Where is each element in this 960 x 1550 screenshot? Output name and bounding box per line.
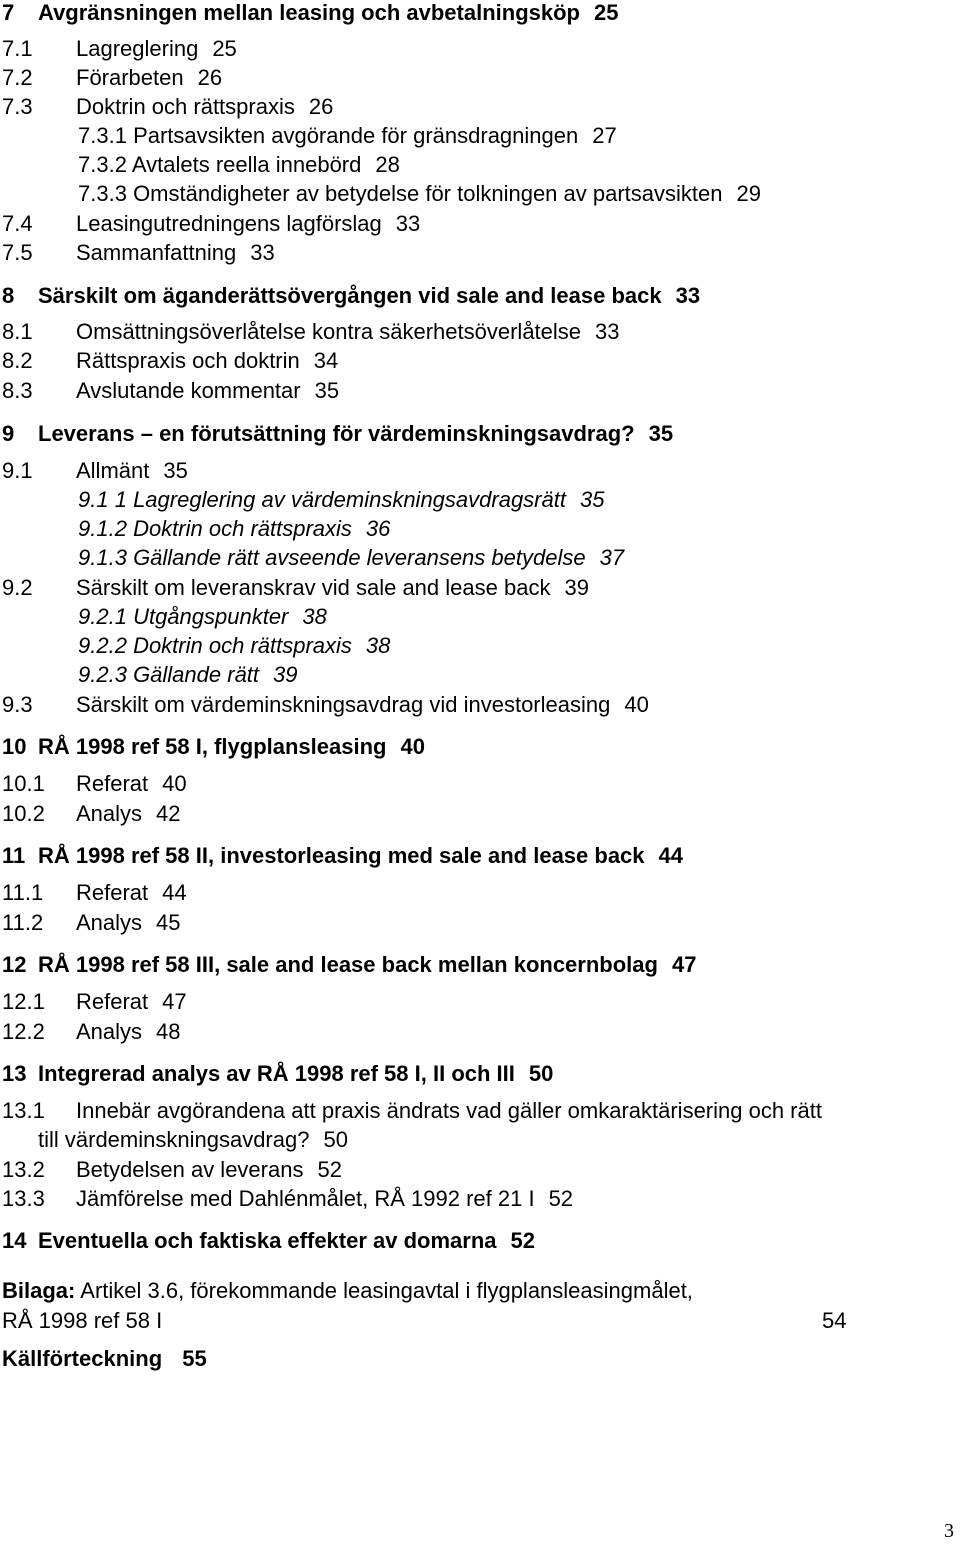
toc-number: 7.3 [2, 94, 33, 119]
toc-number: 11.1 [2, 880, 44, 905]
toc-page: 39 [273, 662, 298, 687]
toc-entry [78, 664, 298, 686]
toc-title: Leverans – en förutsättning för värdeminskningsavdrag? [38, 421, 635, 446]
toc-page: 35 [648, 421, 674, 446]
toc-page: 26 [308, 94, 334, 119]
toc-entry [2, 736, 425, 758]
toc-title: Allmänt [76, 458, 150, 483]
toc-title: Omsättningsöverlåtelse kontra säkerhetsöverlåtelse [76, 319, 582, 344]
toc-entry [2, 285, 700, 307]
toc-entry [2, 350, 338, 372]
toc-entry [38, 1129, 348, 1151]
toc-title: Doktrin och rättspraxis [76, 94, 295, 119]
toc-page: 35 [579, 487, 605, 512]
toc-number: 9.1 [2, 458, 33, 483]
toc-number: 13 [2, 1061, 27, 1086]
toc-title: till värdeminskningsavdrag? [38, 1127, 310, 1152]
toc-entry [78, 547, 624, 569]
toc-page: 38 [365, 633, 391, 658]
toc-page: 44 [162, 880, 187, 905]
toc-title: Eventuella och faktiska effekter av domarna [38, 1228, 497, 1253]
toc-number: 9 [2, 421, 15, 446]
toc-entry [78, 125, 617, 147]
toc-title: Gällande rätt avseende leveransens betydelse [133, 545, 586, 570]
toc-entry [2, 1188, 573, 1210]
toc-title: Doktrin och rättspraxis [133, 516, 352, 541]
toc-entry [2, 845, 683, 867]
toc-number: 10 [2, 734, 27, 759]
appendix-line-2 [2, 1310, 162, 1332]
toc-number: 9.1 1 [78, 487, 127, 512]
toc-entry [2, 423, 673, 445]
toc-entry [2, 380, 339, 402]
toc-page: 25 [593, 0, 619, 25]
toc-entry [2, 577, 589, 599]
toc-page: 37 [599, 545, 625, 570]
toc-entry [2, 912, 181, 934]
toc-page: 42 [156, 801, 181, 826]
toc-page: 50 [323, 1127, 348, 1152]
toc-title: Analys [76, 801, 143, 826]
toc-entry [2, 96, 333, 118]
appendix-title: Artikel 3.6, förekommande leasingavtal i flygplansleasingmålet, [80, 1278, 693, 1303]
toc-number: 7.3.3 [78, 181, 127, 206]
toc-number: 7.1 [2, 36, 33, 61]
toc-entry [2, 1021, 181, 1043]
toc-title: Utgångspunkter [133, 604, 289, 629]
toc-entry [2, 1230, 535, 1252]
toc-title: Jämförelse med Dahlénmålet, RÅ 1992 ref 21 I [76, 1186, 535, 1211]
toc-title: Särskilt om äganderättsövergången vid sale and lease back [38, 283, 662, 308]
toc-title: RÅ 1998 ref 58 III, sale and lease back mellan koncernbolag [38, 952, 658, 977]
toc-entry [78, 154, 400, 176]
toc-page: 40 [624, 692, 649, 717]
toc-page: 38 [302, 604, 327, 629]
toc-title: Särskilt om leveranskrav vid sale and lease back [76, 575, 551, 600]
toc-number: 9.1.2 [78, 516, 127, 541]
toc-title: Rättspraxis och doktrin [76, 348, 300, 373]
toc-page: 52 [317, 1157, 342, 1182]
toc-title: Förarbeten [76, 65, 184, 90]
appendix-title-cont: RÅ 1998 ref 58 I [2, 1308, 163, 1333]
toc-page: 33 [250, 240, 275, 265]
toc-entry [78, 489, 604, 511]
toc-page: 47 [162, 989, 187, 1014]
toc-title: Partsavsikten avgörande för gränsdragningen [133, 123, 579, 148]
toc-entry [2, 1063, 553, 1085]
toc-entry [2, 803, 181, 825]
toc-title: RÅ 1998 ref 58 I, flygplansleasing [38, 734, 387, 759]
toc-page: 29 [736, 181, 761, 206]
toc-entry [2, 38, 237, 60]
toc-title: RÅ 1998 ref 58 II, investorleasing med sale and lease back [38, 843, 645, 868]
toc-title: Referat [76, 880, 149, 905]
toc-number: 9.2.1 [78, 604, 127, 629]
toc-title: Integrerad analys av RÅ 1998 ref 58 I, II och III [38, 1061, 515, 1086]
toc-number: 9.2.3 [78, 662, 127, 687]
toc-number: 14 [2, 1228, 27, 1253]
toc-number: 8.2 [2, 348, 33, 373]
toc-page: 52 [548, 1186, 574, 1211]
toc-number: 13.3 [2, 1186, 45, 1211]
appendix-label: Bilaga: [2, 1278, 76, 1303]
toc-number: 7 [2, 0, 15, 25]
toc-entry [2, 882, 187, 904]
toc-number: 9.2 [2, 575, 33, 600]
toc-number: 11.2 [2, 910, 44, 935]
toc-entry [2, 954, 696, 976]
toc-entry [2, 2, 618, 24]
toc-entry [78, 518, 390, 540]
toc-title: Innebär avgörandena att praxis ändrats vad gäller omkaraktärisering och rätt [76, 1098, 822, 1123]
appendix-line-1 [2, 1280, 693, 1302]
toc-entry [2, 321, 620, 343]
toc-number: 7.5 [2, 240, 33, 265]
appendix-page: 54 [822, 1308, 847, 1333]
toc-number: 13.2 [2, 1157, 45, 1182]
toc-entry [2, 242, 275, 264]
toc-number: 8 [2, 283, 15, 308]
toc-number: 12.2 [2, 1019, 45, 1044]
toc-page: 25 [212, 36, 237, 61]
toc-page: 36 [365, 516, 391, 541]
toc-number: 11 [2, 843, 26, 868]
toc-entry [2, 1100, 822, 1122]
toc-title: Avslutande kommentar [76, 378, 301, 403]
toc-number: 7.3.1 [78, 123, 127, 148]
toc-page: 34 [313, 348, 339, 373]
toc-entry [2, 213, 420, 235]
toc-title: Lagreglering [76, 36, 199, 61]
toc-title: Särskilt om värdeminskningsavdrag vid investorleasing [76, 692, 611, 717]
toc-page: 40 [400, 734, 425, 759]
toc-title: Referat [76, 771, 149, 796]
toc-number: 12.1 [2, 989, 45, 1014]
toc-entry [2, 773, 187, 795]
toc-number: 7.2 [2, 65, 33, 90]
toc-page: 44 [658, 843, 684, 868]
toc-number: 9.2.2 [78, 633, 127, 658]
toc-entry [78, 183, 761, 205]
toc-page: 40 [162, 771, 187, 796]
toc-number: 12 [2, 952, 27, 977]
toc-title: Avgränsningen mellan leasing och avbetalningsköp [38, 0, 580, 25]
toc-page: 27 [592, 123, 617, 148]
toc-number: 10.1 [2, 771, 45, 796]
toc-title: Doktrin och rättspraxis [133, 633, 352, 658]
toc-number: 13.1 [2, 1098, 45, 1123]
toc-entry [2, 991, 187, 1013]
toc-number: 8.1 [2, 319, 33, 344]
sources-label: Källförteckning [2, 1346, 163, 1371]
toc-page: 47 [671, 952, 697, 977]
toc-page: 39 [564, 575, 589, 600]
toc-page: 35 [314, 378, 340, 403]
toc-number: 8.3 [2, 378, 33, 403]
toc-entry [78, 635, 390, 657]
toc-title: Leasingutredningens lagförslag [76, 211, 382, 236]
sources-page: 55 [182, 1346, 207, 1371]
toc-page: 45 [156, 910, 181, 935]
toc-number: 10.2 [2, 801, 45, 826]
toc-page: 52 [510, 1228, 536, 1253]
toc-page: 48 [156, 1019, 181, 1044]
toc-page: 28 [375, 152, 400, 177]
sources-line [2, 1348, 207, 1370]
toc-title: Referat [76, 989, 149, 1014]
toc-title: Gällande rätt [133, 662, 260, 687]
toc-entry [2, 460, 188, 482]
toc-page: 50 [528, 1061, 554, 1086]
page-number: 3 [944, 1520, 954, 1542]
toc-title: Omständigheter av betydelse för tolkningen av partsavsikten [133, 181, 723, 206]
toc-page: 33 [675, 283, 701, 308]
toc-title: Avtalets reella innebörd [131, 152, 362, 177]
toc-title: Analys [76, 1019, 143, 1044]
toc-title: Betydelsen av leverans [76, 1157, 304, 1182]
toc-entry [2, 1159, 342, 1181]
toc-page: 35 [163, 458, 188, 483]
toc-number: 7.3.2 [78, 152, 127, 177]
toc-entry [78, 606, 327, 628]
toc-entry [2, 67, 222, 89]
toc-page: 33 [595, 319, 620, 344]
toc-number: 7.4 [2, 211, 33, 236]
toc-title: Sammanfattning [76, 240, 237, 265]
toc-title: Lagreglering av värdeminskningsavdragsrätt [133, 487, 566, 512]
toc-number: 9.3 [2, 692, 33, 717]
toc-entry [2, 694, 649, 716]
toc-page: 33 [395, 211, 421, 236]
toc-number: 9.1.3 [78, 545, 127, 570]
toc-page: 26 [197, 65, 223, 90]
toc-title: Analys [76, 910, 143, 935]
